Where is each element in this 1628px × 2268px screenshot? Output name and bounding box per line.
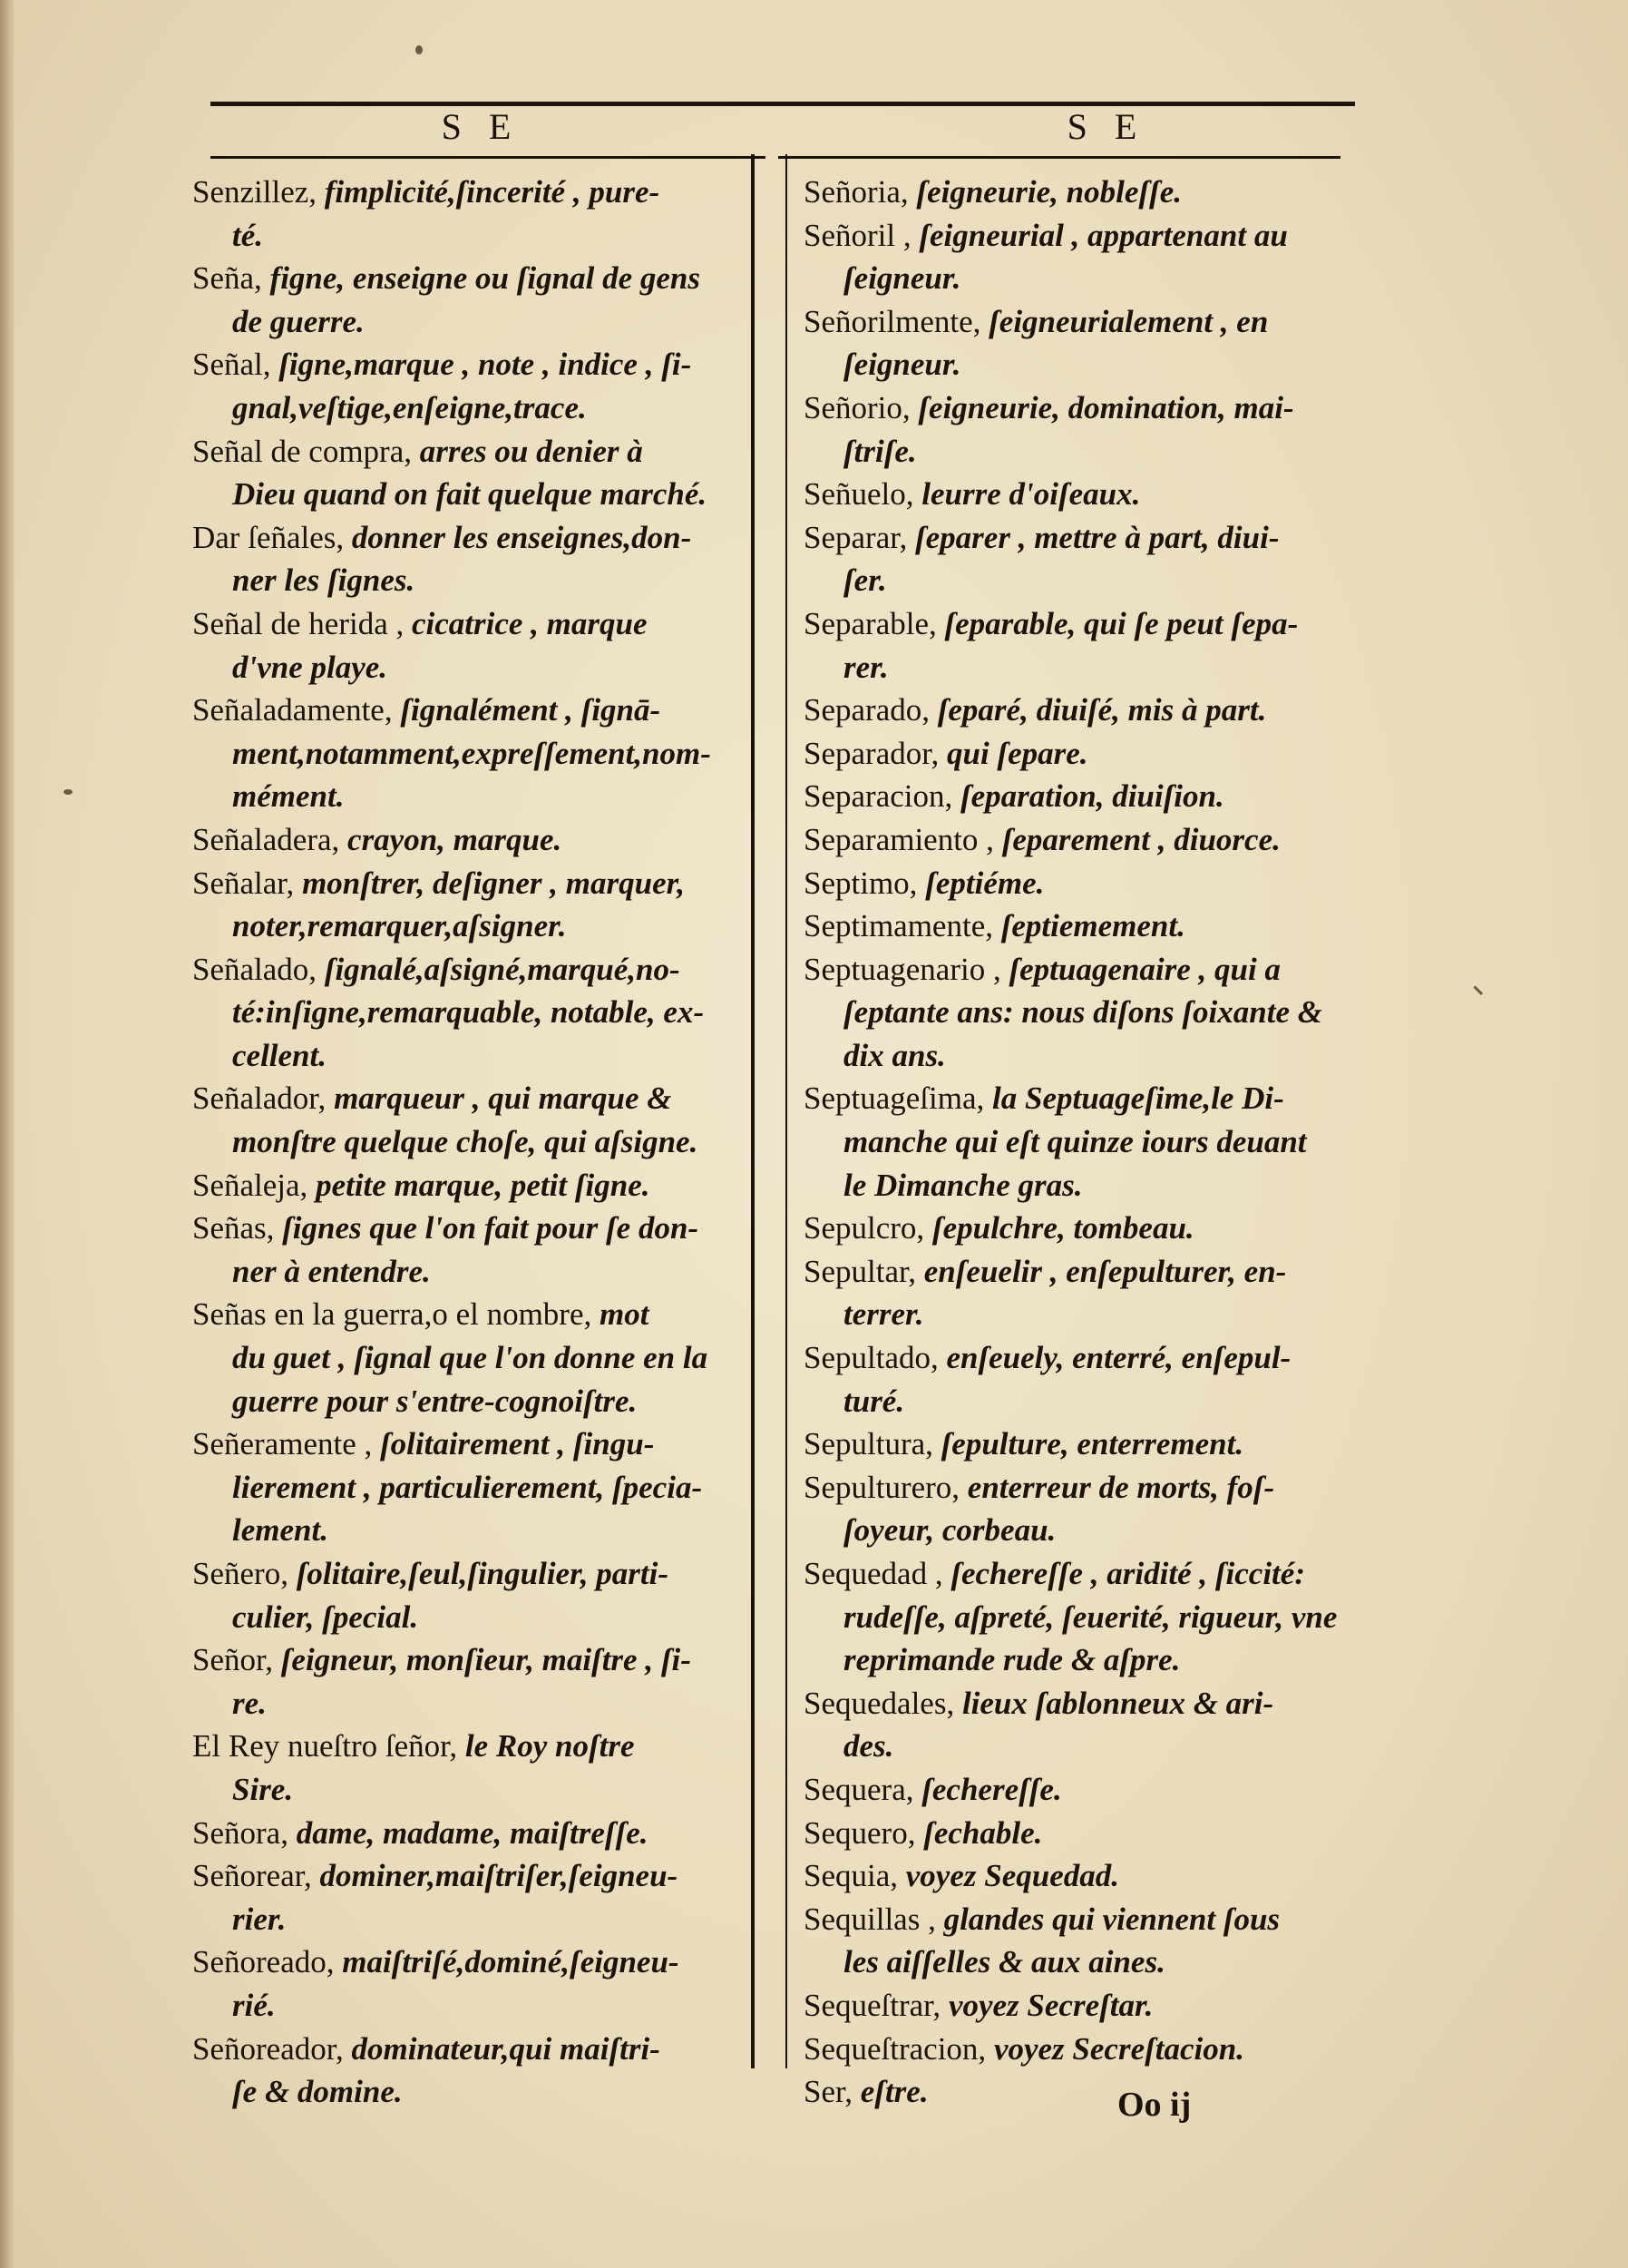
definition-text: crayon, marque. [347,821,562,857]
entry-continuation-line [804,646,1348,689]
headword: Señaladera, [192,821,340,857]
definition-text: ſignes que l'on fait pour ſe don- [282,1210,699,1246]
dictionary-entry [804,1768,1348,1812]
entry-first-line [192,602,744,646]
entry-continuation-line [804,1509,1348,1552]
dictionary-entry [804,1336,1348,1422]
definition-text: monſtre quelque choſe, qui aſsigne. [232,1124,698,1160]
definition-text: ner les ſignes. [232,562,415,599]
entry-first-line [804,2028,1348,2071]
entry-first-line [192,343,744,386]
entry-continuation-line [804,343,1348,386]
entry-first-line [804,948,1348,992]
entry-first-line [804,516,1348,560]
headword: Sepultar, [804,1253,916,1289]
entry-first-line [192,1812,744,1855]
definition-text: mot [600,1296,649,1333]
definition-text: ſoyeur, corbeau. [843,1512,1057,1549]
definition-text: voyez Sequedad. [905,1858,1119,1894]
headword: Senzillez, [192,174,317,210]
entry-continuation-line [192,1509,744,1552]
entry-continuation-line [192,1984,744,2028]
definition-text: enſeuelir , enſepulturer, en- [923,1253,1287,1289]
definition-text: marqueur , qui marque & [334,1080,672,1117]
definition-text: noter,remarquer,aſsigner. [232,908,567,944]
entry-first-line [804,1552,1348,1596]
dictionary-entry [192,1941,744,2027]
definition-text: rer. [843,649,889,685]
entry-first-line [804,602,1348,646]
entry-continuation-line [804,1120,1348,1164]
entry-first-line [804,386,1348,430]
headword: Septimamente, [804,908,993,944]
dictionary-entry [192,2028,744,2114]
definition-text: voyez Secreſtar. [948,1987,1154,2023]
entry-first-line [192,1293,744,1336]
entry-continuation-line [192,991,744,1034]
headword: Señorio, [804,389,911,425]
headword: Señalado, [192,951,317,987]
definition-text: ſechable. [923,1814,1043,1851]
definition-text: des. [843,1728,894,1765]
definition-text: ſeparable, qui ſe peut ſepa- [944,605,1299,641]
headword: Ser, [804,2074,853,2110]
headword: Septimo, [804,865,918,901]
entry-first-line [192,430,744,474]
ink-speck [63,789,73,795]
headword: Seña, [192,260,262,297]
headword: Señuelo, [804,476,914,513]
dictionary-entry [804,602,1348,689]
definition-text: fimplicité,ſincerité , pure- [324,174,660,210]
entry-first-line [192,1164,744,1207]
entry-continuation-line [804,1164,1348,1207]
entry-continuation-line [192,1466,744,1510]
column-divider [751,154,755,2068]
entry-first-line [192,689,744,732]
definition-text: reprimande rude & aſpre. [843,1642,1181,1678]
entry-first-line [804,1854,1348,1898]
dictionary-entry [192,1077,744,1163]
dictionary-entry [804,386,1348,473]
dictionary-entry [804,1898,1348,1984]
entry-first-line [804,862,1348,905]
definition-text: ſeptuagenaire , qui a [1009,951,1281,987]
dictionary-entry [804,473,1348,516]
dictionary-entry [804,171,1348,214]
headword: Señal de compra, [192,433,412,469]
dictionary-entry [192,948,744,1078]
definition-text: ſeigneur, monſieur, maiſtre , ſi- [280,1642,691,1678]
dictionary-entry [804,516,1348,602]
headword: Sequero, [804,1814,916,1851]
dictionary-entry [192,257,744,343]
definition-text: monſtrer, deſigner , marquer, [302,865,686,901]
entry-first-line [192,516,744,560]
entry-continuation-line [804,1293,1348,1336]
entry-continuation-line [192,559,744,602]
entry-continuation-line [192,1596,744,1639]
definition-text: cicatrice , marque [412,605,648,641]
dictionary-entry [192,430,744,516]
entry-continuation-line [192,1336,744,1380]
headword: Septuagenario , [804,951,1001,987]
dictionary-entry [192,818,744,862]
signature-mark: Oo ij [1117,2086,1192,2124]
running-head-right: S E [1067,106,1146,147]
headword: Sequeſtracion, [804,2030,987,2067]
definition-text: ſeigneur. [843,260,961,297]
definition-text: té. [232,217,264,253]
headword: Señal de herida , [192,605,405,641]
entry-continuation-line [192,775,744,818]
headword: Señoril , [804,217,911,253]
headword: Señorear, [192,1858,312,1894]
entry-continuation-line [192,732,744,776]
entry-first-line [804,2070,1348,2114]
definition-text: terrer. [843,1296,924,1333]
definition-text: ſeptiéme. [925,865,1045,901]
definition-text: ſer. [843,562,887,599]
entry-first-line [192,257,744,300]
entry-first-line [804,473,1348,516]
definition-text: cellent. [232,1037,327,1073]
definition-text: ſolitairement , ſingu- [380,1426,655,1462]
headword: Sequillas , [804,1901,936,1937]
definition-text: donner les enseignes,don- [351,519,692,555]
definition-text: ſeparer , mettre à part, diui- [914,519,1280,555]
dictionary-entry [804,300,1348,386]
definition-text: mément. [232,778,345,815]
entry-continuation-line [192,1682,744,1725]
definition-text: ſeigneur. [843,347,961,383]
entry-first-line [192,1638,744,1682]
definition-text: petite marque, petit ſigne. [316,1167,650,1203]
entry-continuation-line [192,904,744,948]
dictionary-entry [804,214,1348,300]
dictionary-entry [192,602,744,689]
definition-text: de guerre. [232,303,365,339]
headword: Señoreador, [192,2030,344,2067]
definition-text: ſeptiemement. [1000,908,1185,944]
definition-text: lement. [232,1512,328,1549]
ink-speck [415,45,423,54]
entry-first-line [192,171,744,214]
definition-text: ſignalé,aſsigné,marqué,no- [324,951,680,987]
entry-first-line [192,1941,744,1984]
entry-continuation-line [192,1120,744,1164]
entry-first-line [192,1077,744,1120]
headword: Señora, [192,1814,288,1851]
dictionary-entry [804,1422,1348,1466]
entry-continuation-line [192,386,744,430]
entry-first-line [804,1422,1348,1466]
definition-text: ſignalément , ſignā- [400,692,661,728]
entry-continuation-line [804,1034,1348,1078]
definition-text: enterreur de morts, foſ- [967,1469,1275,1505]
definition-text: manche qui eſt quinze iours deuant [843,1124,1307,1160]
definition-text: enſeuely, enterré, enſepul- [946,1340,1292,1376]
entry-first-line [192,862,744,905]
dictionary-entry [192,1293,744,1422]
headword: Señaleja, [192,1167,308,1203]
dictionary-entry [804,1250,1348,1336]
entry-first-line [804,775,1348,818]
entry-continuation-line [804,1725,1348,1768]
definition-text: ſeparation, diuiſion. [960,778,1224,815]
entry-continuation-line [192,473,744,516]
column-divider-secondary [785,154,787,2068]
entry-continuation-line [192,646,744,689]
headword: Sepultado, [804,1340,939,1376]
page-binding-edge [0,0,15,2268]
entry-continuation-line [192,214,744,258]
definition-text: ſepulchre, tombeau. [931,1210,1194,1246]
entry-first-line [804,214,1348,258]
dictionary-entry [804,732,1348,776]
definition-text: ment,notamment,expreſſement,nom- [232,735,711,771]
dictionary-entry [804,2028,1348,2071]
entry-first-line [804,1898,1348,1941]
definition-text: ſeigneurial , appartenant au [919,217,1288,253]
entry-first-line [804,732,1348,776]
dictionary-entry [804,689,1348,732]
entry-first-line [804,904,1348,948]
definition-text: guerre pour s'entre-cognoiſtre. [232,1383,638,1419]
definition-text: lierement , particulierement, ſpecia- [232,1469,703,1505]
dictionary-entry [192,171,744,257]
dictionary-entry [804,1466,1348,1552]
headword: Separar, [804,519,908,555]
headword: El Rey nueſtro ſeñor, [192,1728,458,1765]
dictionary-entry [192,1164,744,1207]
definition-text: d'vne playe. [232,649,388,685]
definition-text: rudeſſe, aſpreté, ſeuerité, rigueur, vne [843,1598,1338,1635]
entry-first-line [192,948,744,992]
definition-text: re. [232,1685,267,1721]
headword: Sequera, [804,1771,914,1807]
headword: Señaladamente, [192,692,393,728]
header-underline-right [778,156,1340,159]
headword: Señoreado, [192,1944,335,1980]
definition-text: ſigne,marque , note , indice , ſi- [278,347,692,383]
headword: Dar ſeñales, [192,519,345,555]
dictionary-entry [804,2070,1348,2114]
entry-first-line [804,1336,1348,1380]
headword: Sequedales, [804,1685,955,1721]
headword: Señor, [192,1642,274,1678]
definition-text: ſeparement , diuorce. [1001,821,1281,857]
entry-first-line [804,1466,1348,1510]
definition-text: culier, ſpecial. [232,1598,419,1635]
headword: Señeramente , [192,1426,373,1462]
definition-text: ner à entendre. [232,1253,431,1289]
definition-text: turé. [843,1383,905,1419]
entry-continuation-line [192,1898,744,1941]
definition-text: dominer,maiſtriſer,ſeigneu- [319,1858,678,1894]
headword: Señalar, [192,865,295,901]
definition-text: té:inſigne,remarquable, notable, ex- [232,994,705,1031]
definition-text: ſolitaire,ſeul,ſingulier, parti- [296,1556,668,1591]
entry-continuation-line [192,1380,744,1423]
entry-continuation-line [804,257,1348,300]
definition-text: du guet , ſignal que l'on donne en la [232,1340,708,1376]
headword: Señal, [192,347,271,383]
definition-text: ſechereſſe , aridité , ſiccité: [950,1556,1305,1591]
running-head-left: S E [441,106,521,147]
entry-continuation-line [804,1596,1348,1639]
definition-text: ſeparé, diuiſé, mis à part. [937,692,1267,728]
definition-text: ſeigneurie, nobleſſe. [916,174,1182,210]
entry-continuation-line [804,559,1348,602]
dictionary-entry [804,948,1348,1078]
entry-first-line [192,1552,744,1596]
definition-text: leurre d'oiſeaux. [921,476,1141,513]
headword: Separable, [804,605,937,641]
definition-text: Dieu quand on fait quelque marché. [232,476,707,513]
entry-continuation-line [804,1941,1348,1984]
dictionary-entry [804,862,1348,905]
entry-first-line [192,1422,744,1466]
entry-first-line [804,1768,1348,1812]
entry-first-line [804,171,1348,214]
definition-text: le Roy noſtre [464,1728,635,1765]
definition-text: la Septuageſime,le Di- [992,1080,1284,1117]
dictionary-entry [192,689,744,818]
right-column [804,171,1348,2114]
dictionary-entry [192,1207,744,1293]
entry-continuation-line [804,1380,1348,1423]
dictionary-entry [804,904,1348,948]
entry-first-line [804,300,1348,344]
entry-continuation-line [192,1034,744,1078]
headword: Sepultura, [804,1426,933,1462]
headword: Separacion, [804,778,953,815]
dictionary-entry [192,1854,744,1941]
headword: Señas en la guerra,o el nombre, [192,1296,592,1333]
dictionary-entry [804,1207,1348,1250]
entry-first-line [804,1984,1348,2028]
headword: Sequeſtrar, [804,1987,941,2023]
definition-text: le Dimanche gras. [843,1167,1083,1203]
definition-text: dame, madame, maiſtreſſe. [296,1814,648,1851]
entry-first-line [804,689,1348,732]
headword: Separador, [804,735,940,771]
definition-text: qui ſepare. [946,735,1088,771]
dictionary-entry [804,1552,1348,1682]
entry-first-line [804,1812,1348,1855]
definition-text: voyez Secreſtacion. [993,2030,1244,2067]
definition-text: rié. [232,1987,276,2023]
definition-text: rier. [232,1901,287,1937]
entry-continuation-line [804,430,1348,474]
dictionary-entry [804,1077,1348,1207]
definition-text: ſeigneurie, domination, mai- [918,389,1294,425]
definition-text: ſtriſe. [843,433,917,469]
headword: Señas, [192,1210,275,1246]
dictionary-entry [192,1725,744,1811]
entry-first-line [192,1725,744,1768]
definition-text: glandes qui viennent ſous [943,1901,1281,1937]
dictionary-entry [804,1854,1348,1898]
definition-text: dix ans. [843,1037,946,1073]
definition-text: dominateur,qui maiſtri- [351,2030,660,2067]
headword: Sequedad , [804,1556,943,1591]
definition-text: figne, enseigne ou ſignal de gens [269,260,700,297]
entry-first-line [804,1682,1348,1725]
definition-text: ſechereſſe. [921,1771,1062,1807]
dictionary-entry [804,1984,1348,2028]
definition-text: maiſtriſé,dominé,ſeigneu- [342,1944,679,1980]
entry-first-line [804,1077,1348,1120]
dictionary-entry [804,1812,1348,1855]
header-underline-left [210,156,765,159]
entry-continuation-line [192,1250,744,1294]
definition-text: les aiſſelles & aux aines. [843,1944,1165,1980]
dictionary-entry [192,862,744,948]
dictionary-entry [192,343,744,429]
headword: Septuageſima, [804,1080,985,1117]
definition-text: eſtre. [860,2074,929,2110]
dictionary-entry [804,1682,1348,1768]
definition-text: ſeptante ans: nous diſons ſoixante & [843,994,1322,1031]
definition-text: ſe & domine. [232,2074,403,2110]
entry-first-line [192,1854,744,1898]
definition-text: ſepulture, enterrement. [941,1426,1244,1462]
headword: Separamiento , [804,821,994,857]
entry-continuation-line [804,1638,1348,1682]
definition-text: ſeigneurialement , en [989,303,1269,339]
definition-text: arres ou denier à [419,433,643,469]
dictionary-entry [192,1422,744,1552]
definition-text: lieux ſablonneux & ari- [961,1685,1274,1721]
dictionary-entry [192,1552,744,1638]
entry-first-line [804,818,1348,862]
ink-speck [1473,978,1490,995]
dictionary-entry [192,1812,744,1855]
entry-first-line [804,1207,1348,1250]
headword: Señorilmente, [804,303,981,339]
headword: Separado, [804,692,930,728]
definition-text: gnal,veſtige,enſeigne,trace. [232,389,587,425]
entry-continuation-line [804,991,1348,1034]
headword: Señoria, [804,174,909,210]
entry-first-line [804,1250,1348,1294]
headword: Sequia, [804,1858,899,1894]
left-column [192,171,744,2114]
dictionary-entry [192,1638,744,1725]
dictionary-entry [804,775,1348,818]
headword: Sepulturero, [804,1469,960,1505]
dictionary-entry [192,516,744,602]
entry-continuation-line [192,300,744,344]
entry-continuation-line [192,1768,744,1812]
entry-first-line [192,2028,744,2071]
definition-text: Sire. [232,1771,294,1807]
entry-first-line [192,818,744,862]
headword: Señero, [192,1556,288,1591]
headword: Señalador, [192,1080,327,1117]
headword: Sepulcro, [804,1210,925,1246]
entry-first-line [192,1207,744,1250]
entry-continuation-line [192,2070,744,2114]
dictionary-entry [804,818,1348,862]
